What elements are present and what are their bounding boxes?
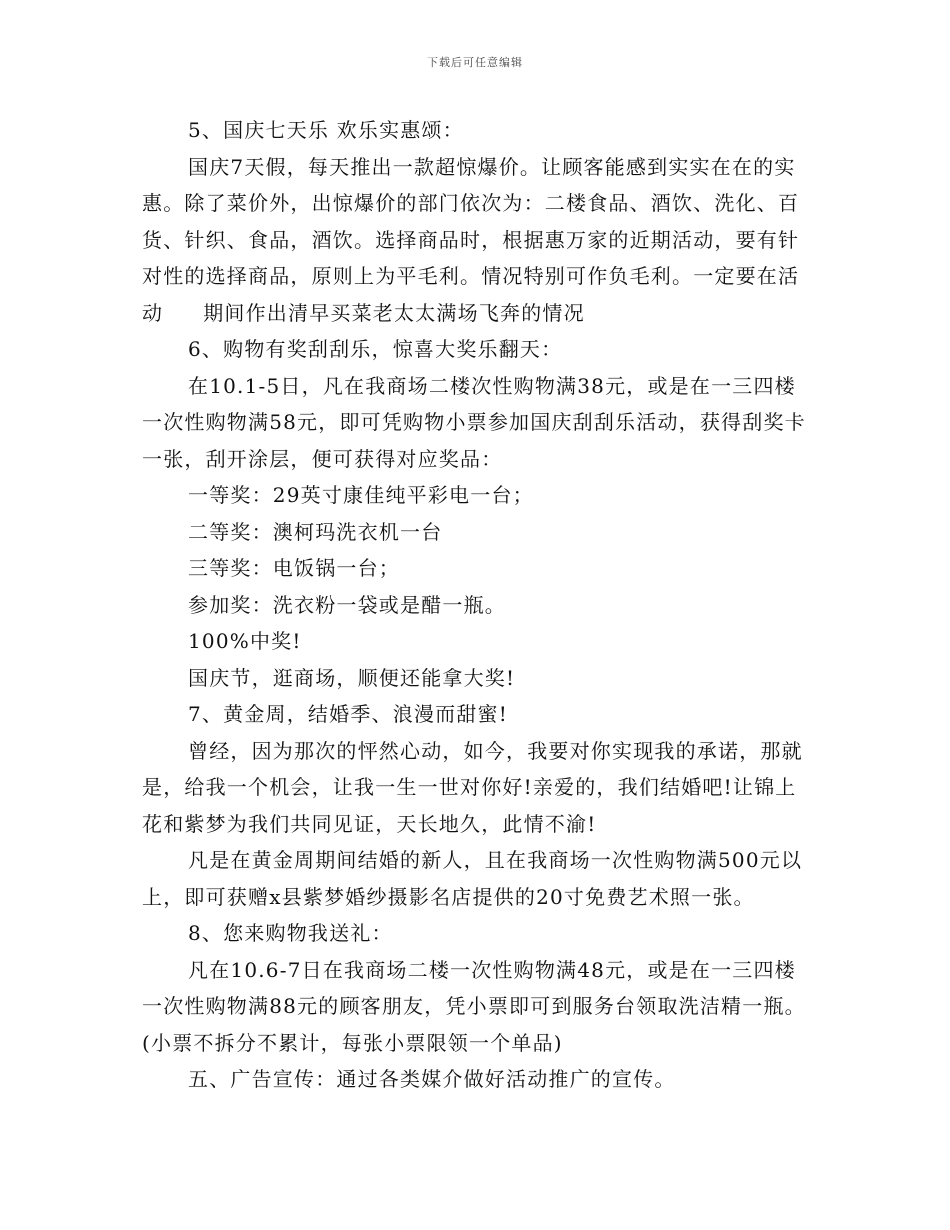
prize-first: 一等奖：29英寸康佳纯平彩电一台； (188, 483, 534, 507)
body-line: 国庆节，逛商场，顺便还能拿大奖! (188, 665, 516, 690)
section-heading-7: 7、黄金周，结婚季、浪漫而甜蜜! (188, 702, 508, 726)
body-paragraph (142, 149, 812, 332)
prize-participation: 参加奖：洗衣粉一袋或是醋一瓶。 (188, 592, 506, 617)
section-heading-6: 6、购物有奖刮刮乐，惊喜大奖乐翻天： (188, 337, 563, 361)
document-body (142, 112, 812, 1098)
body-text: 期间作出清早买菜老太太满场飞奔的情况 (203, 300, 585, 325)
body-paragraph: 曾经，因为那次的怦然心动，如今，我要对你实现我的承诺，那就是，给我一个机会，让我一生一世对你好!亲爱的，我们结婚吧!让锦上花和紫梦为我们共同见证，天长地久，此情不渝! (142, 738, 803, 836)
body-paragraph: 凡在10.6-7日在我商场二楼一次性购物满48元，或是在一三四楼一次性购物满88元的顾客朋友，凭小票即可到服务台领取洗洁精一瓶。(小票不拆分不累计，每张小票限领一个单品) (142, 957, 806, 1055)
body-paragraph: 凡是在黄金周期间结婚的新人，且在我商场一次性购物满500元以上，即可获赠x县紫梦婚纱摄影名店提供的20寸免费艺术照一张。 (142, 848, 803, 909)
body-paragraph: 在10.1-5日，凡在我商场二楼次性购物满38元，或是在一三四楼一次性购物满58元，即可凭购物小票参加国庆刮刮乐活动，获得刮奖卡一张，刮开涂层，便可获得对应奖品： (142, 373, 806, 471)
section-heading-5: 5、国庆七天乐 欢乐实惠颂： (188, 118, 464, 142)
page-header: 下载后可任意编辑 (427, 56, 523, 69)
section-heading-advertising: 五、广告宣传：通过各类媒介做好活动推广的宣传。 (188, 1067, 676, 1091)
body-line: 100%中奖! (188, 629, 302, 653)
section-heading-8: 8、您来购物我送礼： (188, 921, 393, 945)
prize-second: 二等奖：澳柯玛洗衣机一台 (188, 519, 443, 544)
prize-third: 三等奖：电饭锅一台； (188, 556, 400, 580)
body-text: 国庆7天假，每天推出一款超惊爆价。让顾客能感到实实在在的实惠。除了菜价外，出惊爆价的部门依次为：二楼食品、酒饮、洗化、百货、针织、食品，酒饮。选择商品时，根据惠万家的近期活动，要有针对性的选择商品，原则上为平毛利。情况特别可作负毛利。一定要在活动 (142, 154, 800, 325)
